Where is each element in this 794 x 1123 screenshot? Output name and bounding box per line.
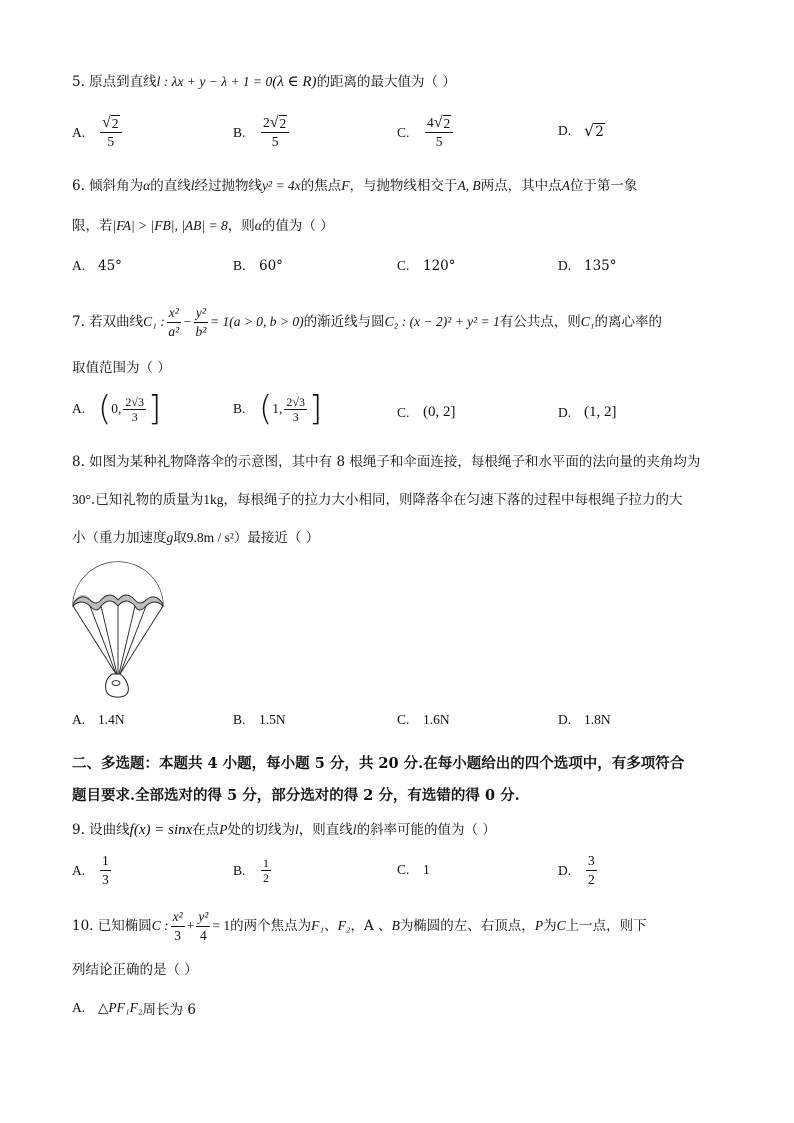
q6-stem-line1	[72, 176, 637, 196]
q6-option-b[interactable]	[233, 258, 283, 274]
q8-stem-line2	[72, 490, 682, 510]
point-symbol: B	[391, 918, 400, 933]
text: ，则直线	[298, 822, 353, 838]
coefficient: 4	[427, 115, 434, 130]
option-label: A.	[72, 258, 86, 273]
ellipse-name: C	[556, 918, 566, 933]
text: 限，若	[72, 218, 113, 234]
q10-stem-line2	[72, 960, 198, 980]
points-symbol: A, B	[457, 178, 481, 193]
text: 为	[543, 918, 557, 934]
denominator: 3	[102, 872, 109, 887]
option-text: 1.8N	[584, 712, 611, 727]
text: 有公共点，则	[499, 314, 581, 330]
mass-value: 1kg	[203, 492, 224, 507]
text: 为椭圆的左、右顶点，	[399, 918, 535, 934]
option-text: 60°	[259, 258, 283, 274]
text: ）最接近（ ）	[233, 530, 320, 546]
numerator: 2√3	[125, 394, 144, 409]
denominator: 3	[174, 927, 182, 943]
option-label: B.	[233, 862, 246, 878]
right-bracket: ]	[308, 389, 323, 429]
text: 位于第一象	[569, 178, 638, 194]
text: ，则	[227, 218, 255, 234]
text: 6. 倾斜角为	[72, 178, 144, 194]
denominator: 5	[107, 134, 115, 149]
text: 的斜率可能的值为（ ）	[356, 822, 496, 838]
fraction	[284, 395, 307, 424]
text: 7. 若双曲线	[72, 314, 144, 330]
gravity-value: 9.8m / s²	[186, 530, 234, 545]
option-label: D.	[558, 404, 572, 420]
section2-heading-line1	[72, 754, 684, 774]
option-label: C.	[397, 712, 410, 727]
q8-option-a[interactable]	[72, 712, 125, 728]
option-text: 1.6N	[423, 712, 450, 727]
section2-heading-line2	[72, 786, 520, 806]
rhs-expression: = 1	[212, 918, 231, 933]
parachute-figure	[68, 558, 168, 708]
option-label: A.	[72, 862, 86, 878]
text: 的离心率的	[594, 314, 662, 330]
q9-option-b[interactable]	[233, 856, 273, 885]
fraction-y	[196, 908, 210, 945]
interval-start: 1,	[272, 401, 283, 416]
q5-option-c[interactable]	[397, 114, 455, 151]
q8-option-d[interactable]	[558, 712, 611, 728]
numerator: 2√3	[286, 394, 305, 409]
text: 小（重力加速度	[72, 530, 167, 546]
rope	[73, 606, 116, 674]
text: 10. 已知椭圆	[72, 918, 152, 934]
point-symbol: P	[534, 918, 544, 933]
q8-option-c[interactable]	[397, 712, 450, 728]
option-label: A.	[72, 712, 86, 727]
denominator: 5	[435, 134, 443, 149]
text: 取	[173, 530, 187, 546]
q5-suffix: 的距离的最大值为（ ）	[316, 74, 456, 90]
q7-stem-line1	[72, 300, 662, 344]
option-label: A.	[72, 401, 86, 416]
text: 题目要求.全部选对的得 5 分，部分选对的得 2 分，有选错的得 0 分.	[72, 787, 520, 804]
fraction: 2 √ 2 5	[261, 114, 289, 151]
text: 的值为（ ）	[261, 218, 334, 234]
q6-option-d[interactable]	[558, 258, 617, 274]
option-label: C.	[397, 862, 410, 877]
fraction-y	[194, 304, 208, 341]
option-label: B.	[233, 124, 246, 140]
option-text: 120°	[423, 258, 456, 274]
focus-2: F₂	[337, 918, 351, 933]
option-label: D.	[558, 862, 572, 878]
text: 的直线	[150, 178, 191, 194]
text: 9. 设曲线	[72, 822, 130, 838]
q9-option-a[interactable]	[72, 852, 113, 889]
q6-stem-line2	[72, 216, 334, 236]
denominator: 2	[588, 872, 595, 887]
numerator: x²	[167, 304, 181, 323]
option-text: 周长为 6	[142, 1002, 196, 1018]
triangle-icon: △	[98, 1000, 109, 1016]
option-label: C.	[397, 404, 410, 420]
q5-prefix: 5. 原点到直线	[72, 74, 157, 90]
interval-start: 0,	[111, 401, 122, 416]
q5-line-equation: l : λx + y − λ + 1 = 0	[156, 74, 273, 89]
text: 处的切线为	[227, 822, 296, 838]
text: 经过抛物线	[194, 178, 263, 194]
radicand: 2	[111, 116, 119, 131]
condition-expression: |FA| > |FB|, |AB| = 8	[112, 218, 228, 233]
option-label: B.	[233, 401, 246, 416]
radicand: 2	[595, 124, 604, 140]
rope	[120, 606, 163, 674]
q10-option-a[interactable]	[72, 998, 196, 1018]
denominator: 3	[292, 409, 299, 424]
line-symbol: l	[295, 822, 299, 837]
option-label: D.	[558, 712, 572, 727]
text: 二、多选题：本题共 4 小题，每小题 5 分，共 20 分.在每小题给出的四个选项中，有多项符合	[72, 755, 685, 772]
text: 的两个焦点为	[230, 918, 312, 934]
ropes	[73, 606, 163, 674]
denominator: 4	[199, 927, 207, 943]
text: 在点	[192, 822, 220, 838]
alpha-symbol: α	[143, 178, 151, 193]
numerator: 3	[586, 852, 597, 871]
radicand: 2	[443, 116, 451, 131]
left-bracket: (	[98, 389, 112, 429]
q8-stem-line1	[72, 452, 700, 472]
option-label: A.	[72, 124, 86, 140]
plus-sign: +	[186, 918, 195, 933]
alpha-symbol: α	[254, 218, 262, 233]
text: 的渐近线与圆	[303, 314, 385, 330]
point-symbol: P	[219, 822, 228, 837]
separator: 、	[324, 918, 338, 934]
q7-option-d[interactable]	[558, 404, 617, 421]
text: ，每根绳子的拉力大小相同，则降落伞在匀速下落的过程中每根绳子拉力的大	[223, 492, 683, 508]
option-text: 1.4N	[98, 712, 125, 727]
fraction	[100, 852, 111, 889]
triangle-name: PF₁F₂	[108, 1000, 143, 1015]
q8-option-b[interactable]	[233, 712, 286, 728]
option-text: 1.5N	[259, 712, 286, 727]
numerator: y²	[194, 304, 208, 323]
denominator: 3	[131, 409, 138, 424]
text: 8. 如图为某种礼物降落伞的示意图，其中有 8 根绳子和伞面连接，每根绳子和水平面的法向量的夹角均为	[72, 454, 701, 470]
option-label: C.	[397, 258, 410, 273]
fraction: 4 √ 2 5	[425, 114, 453, 151]
angle-value: 30°	[72, 492, 91, 507]
numerator: y²	[196, 908, 210, 927]
fraction-x	[167, 304, 181, 341]
point-symbol: A	[561, 178, 570, 193]
option-label: C.	[397, 124, 410, 140]
circle-equation: C₂ : (x − 2)² + y² = 1	[384, 314, 500, 329]
text: .已知礼物的质量为	[90, 492, 204, 508]
denominator: a²	[168, 323, 180, 339]
gravity-symbol: g	[166, 530, 174, 545]
line-symbol: l	[352, 822, 357, 837]
line-symbol: l	[190, 178, 195, 193]
q8-stem-line3	[72, 528, 319, 548]
fraction: √ 2 5	[100, 114, 122, 151]
q7-option-b[interactable]	[233, 389, 323, 429]
option-label: B.	[233, 258, 246, 273]
q6-option-a[interactable]	[72, 258, 122, 274]
numerator: 1	[263, 856, 269, 870]
q5-option-d[interactable]	[558, 122, 605, 140]
option-label: D.	[558, 123, 572, 138]
minus-sign: −	[182, 314, 192, 329]
denominator: b²	[195, 323, 207, 339]
q7-option-c[interactable]	[397, 404, 456, 421]
right-bracket: ]	[147, 389, 162, 429]
sqrt-expression: √ 2	[584, 121, 604, 140]
rhs-expression: = 1(a > 0, b > 0)	[209, 314, 304, 329]
option-text: 45°	[98, 258, 122, 274]
option-text: (0, 2]	[423, 404, 456, 420]
q7-stem-line2	[72, 358, 171, 378]
q9-stem	[72, 820, 496, 840]
q5-condition: (λ ∈ R)	[272, 74, 317, 90]
option-label: B.	[233, 712, 246, 727]
q7-option-a[interactable]	[72, 389, 162, 429]
hyperbola-name: C₁ :	[143, 314, 165, 329]
left-bracket: (	[259, 389, 273, 429]
coefficient: 2	[263, 115, 270, 130]
option-label: D.	[558, 258, 572, 273]
option-text: 135°	[584, 258, 617, 274]
focus-1: F₁	[311, 918, 325, 933]
option-label: A.	[72, 1000, 86, 1015]
text: 取值范围为（ ）	[72, 360, 171, 376]
radicand: 2	[279, 116, 287, 131]
fraction	[123, 395, 146, 424]
text: ，A 、	[350, 918, 392, 934]
option-text: 1	[423, 862, 430, 877]
fraction	[261, 856, 271, 885]
q5-option-b[interactable]	[233, 114, 291, 151]
q5-stem	[72, 72, 456, 92]
q5-option-a[interactable]	[72, 114, 124, 151]
numerator: 1	[100, 852, 111, 871]
parabola-equation: y² = 4x	[262, 178, 301, 193]
text: ，与抛物线相交于	[349, 178, 458, 194]
numerator: x²	[171, 908, 185, 927]
q10-stem-line1	[72, 904, 647, 948]
q6-option-c[interactable]	[397, 258, 456, 274]
text: 列结论正确的是（ ）	[72, 962, 198, 978]
denominator: 2	[263, 871, 269, 885]
hyperbola-name: C₁	[580, 314, 595, 329]
text: 的焦点	[300, 178, 342, 194]
fraction-x	[171, 908, 185, 945]
fraction	[586, 852, 597, 889]
denominator: 5	[271, 134, 279, 149]
focus-symbol: F	[341, 178, 350, 193]
text: 上一点，则下	[565, 918, 647, 934]
function-expression: f(x) = sinx	[129, 822, 193, 838]
q9-option-d[interactable]	[558, 852, 599, 889]
ellipse-name: C :	[151, 918, 169, 933]
q9-option-c[interactable]	[397, 862, 430, 878]
text: 两点，其中点	[480, 178, 562, 194]
option-text: (1, 2]	[584, 404, 617, 420]
